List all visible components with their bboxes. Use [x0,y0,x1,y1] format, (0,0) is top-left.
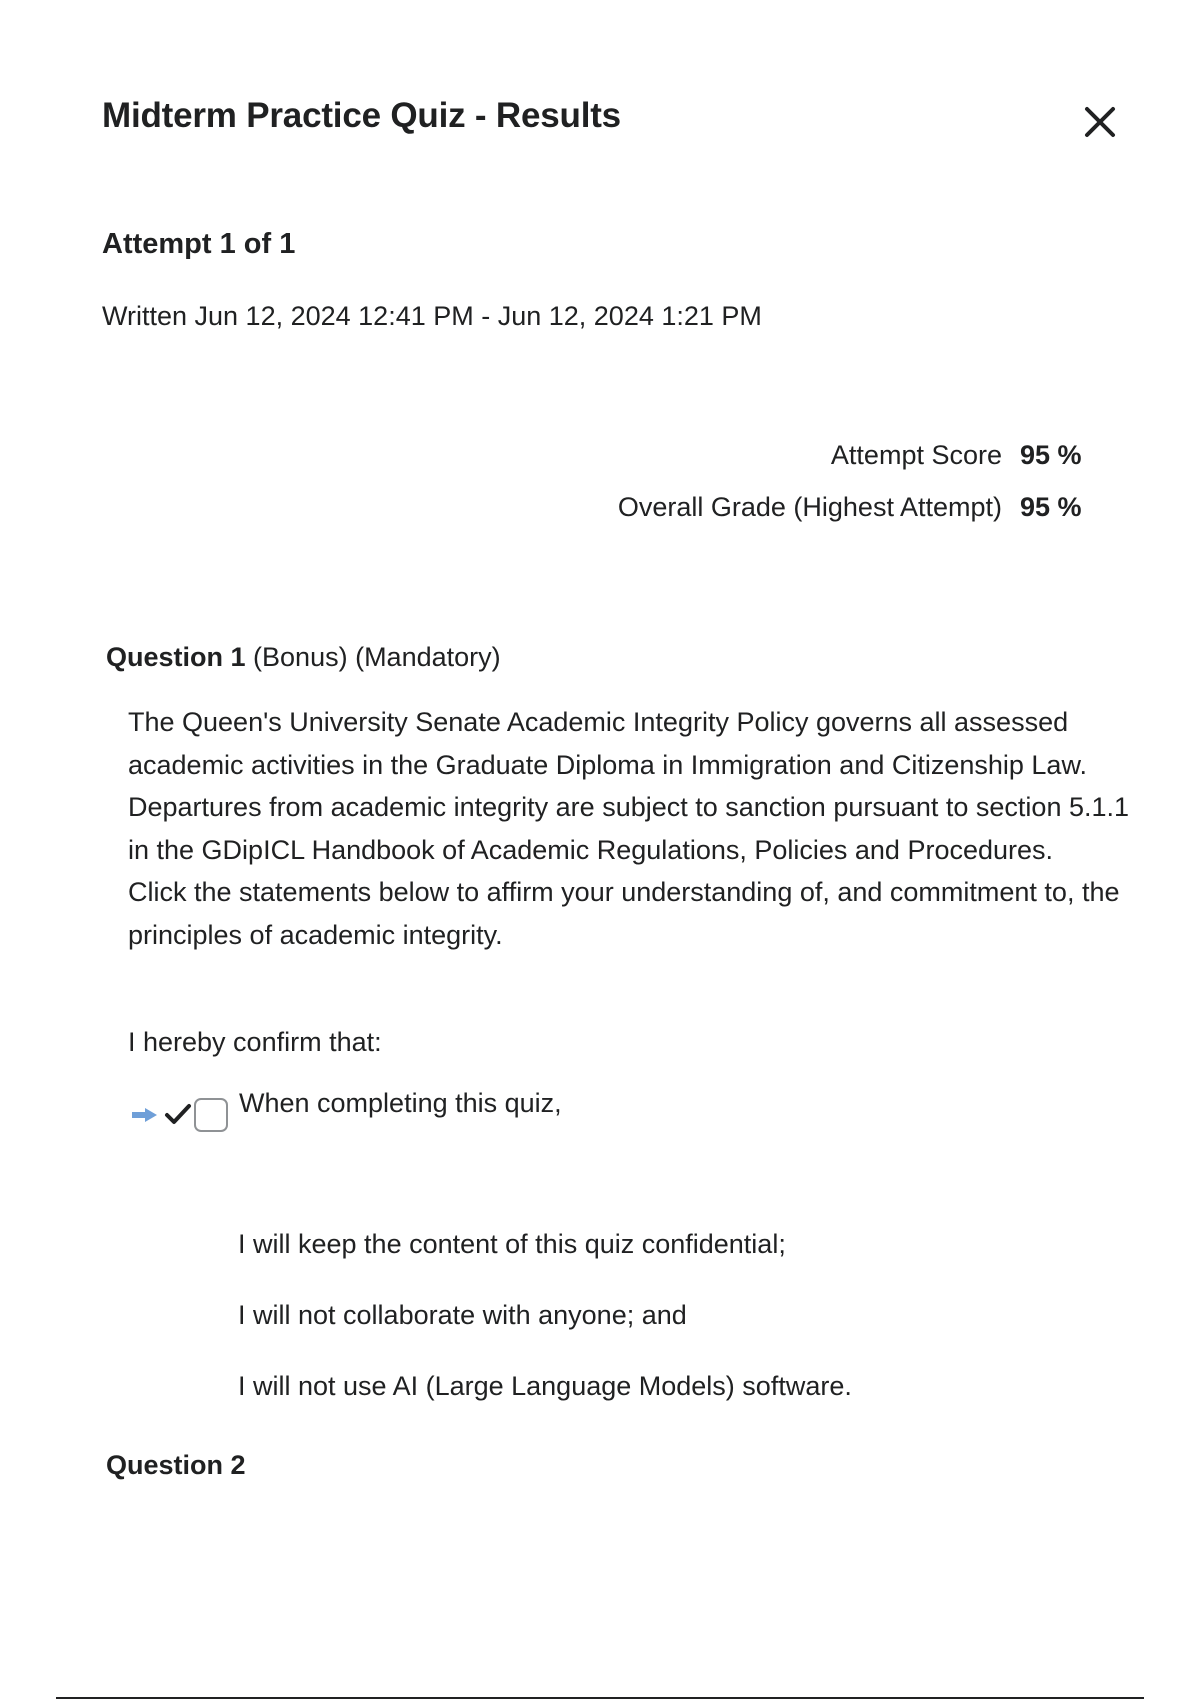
pledge-item: I will not collaborate with anyone; and [238,1300,687,1330]
question-2-heading: Question 2 [106,1450,246,1480]
answer-option [128,1088,1028,1138]
checkmark-icon [164,1102,192,1126]
attempt-score-label: Attempt Score [830,440,1002,470]
question-1-text [128,701,1140,956]
dialog-title: Midterm Practice Quiz - Results [102,96,621,135]
question-1-number: Question 1 [106,642,246,672]
close-button[interactable] [1078,100,1122,144]
question-1-tags: (Bonus) (Mandatory) [245,642,501,672]
pledge-list [238,1229,852,1442]
attempt-written-time: Written Jun 12, 2024 12:41 PM - Jun 12, 2024 1:21 PM [102,301,762,331]
pledge-item: I will not use AI (Large Language Models) software. [238,1371,852,1401]
overall-grade-row [386,492,1086,544]
attempt-score-row [386,440,1086,492]
answer-checkbox[interactable] [194,1098,228,1132]
bottom-divider [56,1697,1144,1699]
overall-grade-label: Overall Grade (Highest Attempt) [617,492,1002,522]
close-icon [1078,100,1122,144]
attempt-heading: Attempt 1 of 1 [102,228,296,260]
question-1-heading [106,642,501,673]
attempt-score-value: 95 % [1020,440,1082,470]
arrow-right-icon [130,1106,160,1124]
confirm-intro: I hereby confirm that: [128,1027,382,1057]
score-summary [386,440,1086,544]
pledge-item: I will keep the content of this quiz confidential; [238,1229,786,1259]
answer-label: When completing this quiz, [239,1088,562,1118]
overall-grade-value: 95 % [1020,492,1082,522]
question-1-paragraph-2: Click the statements below to affirm your understanding of, and commitment to, the principles of academic integrity. [128,877,1120,950]
question-1-paragraph-1: The Queen's University Senate Academic Integrity Policy governs all assessed academic activities in the Graduate Diploma in Immigration and Citizenship Law. Departures from academic integrity are subject to sanction pursuant to section 5.1.1 in the GDipICL Handbook of Academic Regulations, Policies and Procedures. [128,707,1130,865]
